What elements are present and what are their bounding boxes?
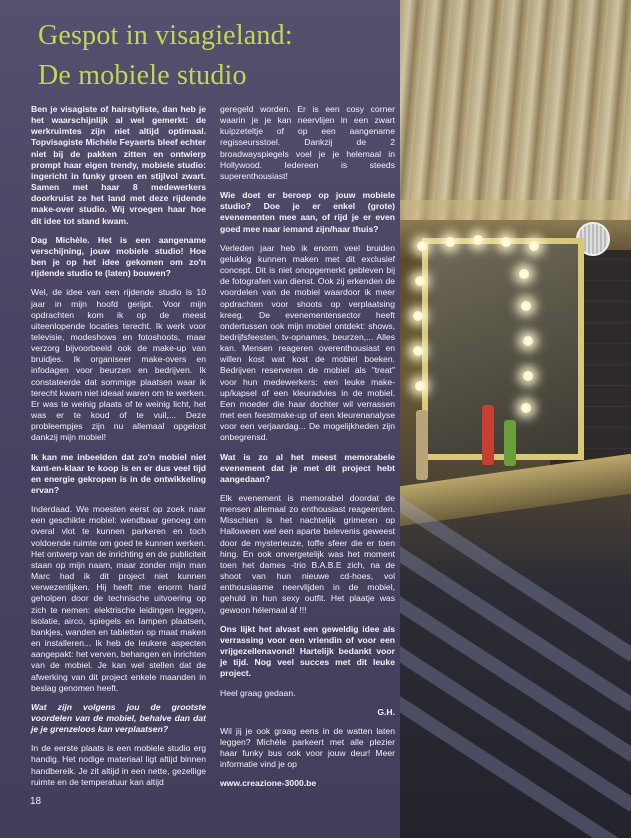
mirror-bulb xyxy=(412,345,424,357)
column1-paragraph: Dag Michèle. Het is een aangename verschijning, jouw mobiele studio! Hoe ben je op het idee gekomen om zo'n rijdende studio te (laten) bouwen? xyxy=(31,234,206,279)
column1-paragraph: Ik kan me inbeelden dat zo'n mobiel niet kant-en-klaar te koop is en er dus veel tijd en energie gekropen is in de ontwikkeling ervan? xyxy=(31,451,206,495)
light-stripe-graphic xyxy=(400,670,631,838)
column2-paragraph: Elk evenement is memorabel doordat de mensen allemaal zo enthousiast reageerden. Misschien is het nachtelijk grimeren op Halloween wel een aparte belevenis geweest door de mysterieuze, toffe sfeer die er toen hing. En ook onvergetelijk was het moment toen het dames -trio B.A.B.E zich, na de shoot van hun nieuwe cd-hoes, vol enthousiasme neervlijden in de mobiel, gehuld in hun sexy outfit. Het plaatje was gewoon hélemaal áf !!! xyxy=(220,493,395,615)
mirror-bulb xyxy=(522,370,534,382)
mirror-bulb xyxy=(444,236,456,248)
bottle-graphic xyxy=(504,420,516,466)
column1-paragraph: In de eerste plaats is een mobiele studio erg handig. Het nodige materiaal ligt altijd binnen handbereik. Je zit altijd in een nette, gezellige ruimte en de temperatuur kan altijd xyxy=(31,743,206,787)
column2-paragraph: Wil jij je ook graag eens in de watten laten leggen? Michèle parkeert met alle plezier haar funky bus ook voor jouw deur! Meer informatie vind je op xyxy=(220,725,395,770)
mirror-bulb xyxy=(414,380,426,392)
broadway-mirror-graphic xyxy=(422,238,584,460)
headline-line-2: De mobiele studio xyxy=(38,60,247,91)
column2-paragraph: geregeld worden. Er is een cosy corner waarin je je kan neervlijen in een zwart kuipzeteltje of op een aangename regisseursstoel. Dankzij de 2 broadwayspiegels voel je je helemaal in Hollywood. Iedereen is steeds superenthousiast! xyxy=(220,104,395,181)
mirror-bulb xyxy=(414,275,426,287)
studio-photo xyxy=(400,0,631,838)
bottle-graphic xyxy=(482,405,494,465)
article-column-2 xyxy=(220,104,395,798)
mirror-bulb xyxy=(520,300,532,312)
mirror-bulb xyxy=(522,335,534,347)
column2-paragraph: Wie doet er beroep op jouw mobiele studio? Doe je er enkel (grote) evenementen mee aan, of rijd je er even goed mee naar iemand zijn/haar thuis? xyxy=(220,190,395,234)
headline-line-1: Gespot in visagieland: xyxy=(38,20,293,51)
mirror-bulb xyxy=(500,236,512,248)
page-number: 18 xyxy=(30,796,42,807)
column2-paragraph: G.H. xyxy=(377,706,395,717)
column2-paragraph: Verleden jaar heb ik enorm veel bruiden gelukkig kunnen maken met dit exclusief concept. Dit is niet onopgemerkt gebleven bij de fotografen van dienst. Ook zij erkenden de voordelen van de mobiel waardoor ik meer opdrachten voor shoots op verplaatsing kreeg. De evenementensector heeft ondertussen ook mijn mobiel ontdekt: shows, bedrijfsfeesten, tv-opnames, beurzen,... Alles kan. Mensen reageren overenthousiast en willen kost wat kost de mobiel boeken. Bedrijven reserveren de mobiel als "treat" voor hun medewerkers: een leuke make-up/kapsel of een kleuradvies in de mobiel. Een moeder die haar dochter wil verrassen met een feestmake-up of een kleurenanalyse voor een verjaardag... De mogelijkheden zijn onbegrensd. xyxy=(220,242,395,443)
mirror-bulb xyxy=(472,234,484,246)
curtain-graphic xyxy=(400,0,631,220)
column1-paragraph: Ben je visagiste of hairstyliste, dan heb je het waarschijnlijk al wel gemerkt: de werkruimtes zijn niet altijd optimaal. Topvisagiste Michèle Feyaerts bleef echter niet bij de pakken zitten en ontwierp prompt haar eigen trendy, mobiele studio: ingericht in funky groen en stijlvol zwart. Samen met haar 8 medewerkers doorkruist ze het land met deze rijdende make-over studio. Wij vroegen haar hoe dit idee tot stand kwam. xyxy=(31,104,206,226)
column1-paragraph: Wel, de idee van een rijdende studio is 10 jaar in mijn hoofd gerijpt. Voor mijn opdrachten kom ik op de meest uiteenlopende locaties terecht. Ik werk voor televisie, modeshows en fotoshoots, maar verzorg bijvoorbeeld ook de make-up van bruidjes. Ik organiseer make-overs en infodagen voor beurzen en bedrijven. Ik constateerde dat sommige plaatsen waar ik terecht kwam niet ideaal waren om te werken. Er was te weinig plaats of te weinig licht, het was er te koud of te vuil,... Deze probleempjes zijn nu allemaal opgelost dankzij mijn mobiel! xyxy=(31,287,206,443)
mirror-bulb xyxy=(518,268,530,280)
column1-paragraph: Inderdaad. We moesten eerst op zoek naar een geschikte mobiel: wendbaar genoeg om overal vlot te kunnen parkeren en toch voldoende ruimte om goed te kunnen werken. Het ontwerp van de inrichting en de publiciteit staan op mijn naam, maar zonder mijn man Marc had ik dit project niet kunnen verwezenlijken. Hij heeft me enorm hard geholpen door de technische uitvoering op zich te nemen: elektrische leidingen leggen, isolatie, airco, spiegels en lampen plaatsen, bankjes, wanden en tabletten op maat maken en installeren... Ik heb de leukere aspecten aangepakt: het verven, behangen en inrichten van de mobiel. Je kan wel stellen dat de afwerking van dit project enkele maanden in beslag genomen heeft. xyxy=(31,504,206,693)
column1-paragraph: Wat zijn volgens jou de grootste voordelen van de mobiel, behalve dan dat je je grenzeloos kan verplaatsen? xyxy=(31,701,206,735)
mirror-bulb xyxy=(412,310,424,322)
column2-paragraph: Heel graag gedaan. xyxy=(220,687,296,698)
mirror-bulb xyxy=(528,240,540,252)
column2-paragraph: Ons lijkt het alvast een geweldig idee als verrassing voor een vriendin of voor een vrijgezellenavond! Hartelijk bedankt voor je tijd. Nog veel succes met dit leuke project. xyxy=(220,623,395,679)
mirror-bulb xyxy=(416,240,428,252)
column2-paragraph: Wat is zo al het meest memorabele evenement dat je met dit project hebt aangedaan? xyxy=(220,451,395,484)
bottle-graphic xyxy=(416,410,428,480)
website-link[interactable]: www.creazione-3000.be xyxy=(220,778,317,789)
mirror-bulb xyxy=(520,402,532,414)
article-column-1 xyxy=(31,104,206,796)
